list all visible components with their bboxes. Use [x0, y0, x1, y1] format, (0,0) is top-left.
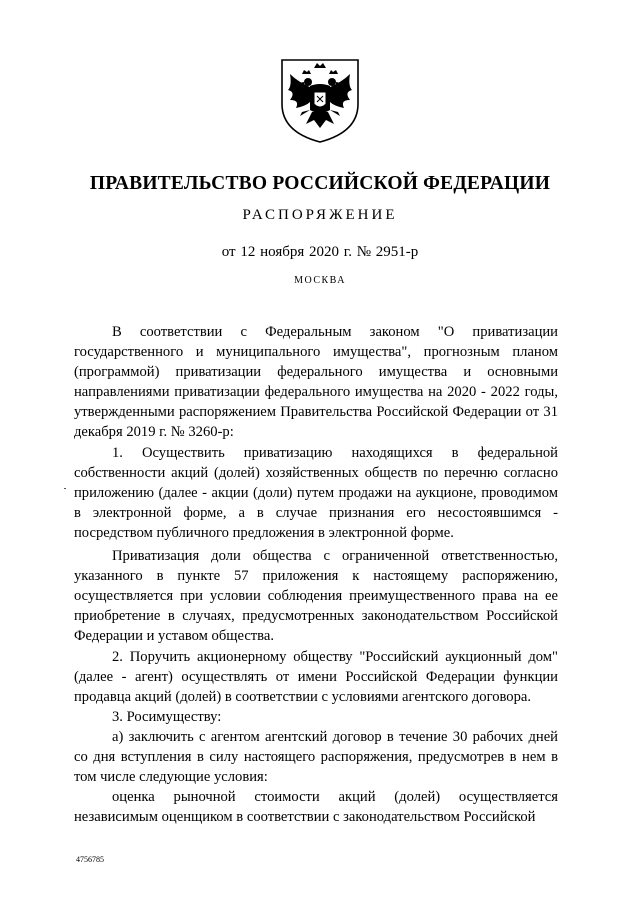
paragraph-item-3: 3. Росимуществу:	[112, 708, 222, 725]
document-body	[74, 322, 558, 827]
document-type: РАСПОРЯЖЕНИЕ	[242, 207, 398, 223]
document-number-footer: 4756785	[76, 855, 104, 864]
russian-coat-of-arms-icon	[276, 52, 364, 144]
paragraph-item-1-note: Приватизация доли общества с ограниченной ответственностью, указанного в пункте 57 приложения к настоящему распоряжению, осуществляется при условии соблюдения преимущественного права на ее приобретение в случаях, предусмотренных законодательством Российской Федерации и уставом общества.	[74, 548, 558, 645]
document-city: МОСКВА	[294, 275, 346, 286]
scan-mark	[64, 488, 66, 489]
paragraph-item-3a: а) заключить с агентом агентский договор в течение 30 рабочих дней со дня вступления в силу настоящего распоряжения, предусмотрев в нем в том числе следующие условия:	[74, 728, 558, 786]
paragraph-preamble: В соответствии с Федеральным законом "О приватизации государственного и муниципального имущества", прогнозным планом (программой) приватизации федерального имущества и основными направлениями приватизации федерального имущества на 2020 - 2022 годы, утвержденными распоряжением Правительства Российской Федерации от 31 декабря 2019 г. № 3260-р:	[74, 324, 558, 441]
page-title: ПРАВИТЕЛЬСТВО РОССИЙСКОЙ ФЕДЕРАЦИИ	[89, 173, 551, 194]
paragraph-item-3a-condition: оценка рыночной стоимости акций (долей) осуществляется независимым оценщиком в соответствии с законодательством Российской	[74, 789, 558, 826]
paragraph-item-2: 2. Поручить акционерному обществу "Российский аукционный дом" (далее - агент) осуществлять от имени Российской Федерации функции продавца акций (долей) в соответствии с условиями агентского договора.	[74, 648, 558, 705]
paragraph-item-1: 1. Осуществить приватизацию находящихся в федеральной собственности акций (долей) хозяйственных обществ по перечню согласно приложению (далее - акции (доли) путем продажи на аукционе, проводимом в электронной форме, а в случае признания его несостоявшимся - посредством публичного предложения в электронной форме.	[74, 444, 558, 541]
document-date-number: от 12 ноября 2020 г. № 2951-р	[221, 244, 419, 260]
